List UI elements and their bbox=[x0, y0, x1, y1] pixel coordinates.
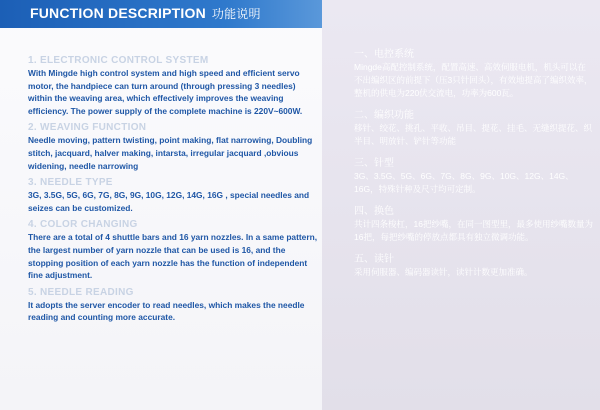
chinese-sections bbox=[354, 48, 594, 279]
title-cn: 功能说明 bbox=[211, 7, 261, 21]
section-heading-electronic: 1. ELECTRONIC CONTROL SYSTEM bbox=[28, 55, 209, 66]
english-sections bbox=[28, 50, 318, 324]
cn-heading-weaving: 二、编织功能 bbox=[354, 110, 414, 121]
title-en: FUNCTION DESCRIPTION bbox=[30, 5, 206, 21]
header-banner bbox=[0, 0, 322, 28]
section-heading-needle-reading: 5. NEEDLE READING bbox=[28, 286, 134, 298]
section-body-needle-reading: It adopts the server encoder to read needles, which makes the needle reading and counting more accurate. bbox=[28, 299, 305, 323]
page-title bbox=[30, 5, 261, 22]
cn-body-electronic: Mingde高配控制系统，配置高速、高效伺服电机，机头可以在不出编织区的前提下（压3只针回头），有效地提高了编织效率，整机的供电为220伏交流电，功率为600瓦。 bbox=[354, 62, 593, 98]
section-heading-weaving: 2. WEAVING FUNCTION bbox=[28, 122, 147, 134]
cn-body-needle-type: 3G、3.5G、5G、6G、7G、8G、9G、10G、12G、14G、16G，特殊针种及尺寸均可定制。 bbox=[354, 171, 574, 194]
section-heading-needle-type: 3. NEEDLE TYPE bbox=[28, 177, 113, 189]
cn-body-needle-reading: 采用伺服器、编码器读针，读针计数更加准确。 bbox=[354, 267, 533, 277]
cn-body-weaving: 移针、绞花、挑孔、平收、吊目、提花、挂毛、无缝织提花、织半目、明放针、铲针等功能 bbox=[354, 123, 593, 146]
section-body-needle-type: 3G, 3.5G, 5G, 6G, 7G, 8G, 9G, 10G, 12G, 14G, 16G , special needles and seizes can be customized. bbox=[28, 190, 310, 213]
cn-body-color-changing: 共计四条梭杠，16把纱嘴，在同一图型里，最多使用纱嘴数量为16把，每把纱嘴的停放点都具有独立微调功能。 bbox=[354, 219, 593, 242]
section-body-weaving: Needle moving, pattern twisting, point making, flat narrowing, Doubling stitch, jacquard, halver making, intarsta, irregular jacquard ,obvious widening, needle narrowing bbox=[28, 135, 313, 171]
chinese-panel bbox=[322, 0, 600, 410]
cn-heading-needle-reading: 五、读针 bbox=[354, 254, 394, 265]
cn-heading-needle-type: 三、针型 bbox=[354, 158, 394, 169]
cn-heading-color-changing: 四、换色 bbox=[354, 206, 394, 217]
section-body-color-changing: There are a total of 4 shuttle bars and 16 yarn nozzles. In a same pattern, the largest number of yarn nozzle that can be used is 16, and the stopping position of each yarn nozzle has the function of independent fine adjustment. bbox=[28, 232, 318, 281]
cn-heading-electronic: 一、电控系统 bbox=[354, 49, 414, 60]
section-body-electronic: With Mingde high control system and high speed and efficient servo motor, the handpiece can turn around (through pressing 3 needles) within the weaving area, which effectively improves the weaving efficiency. The power supply of the complete machine is 220V~600W. bbox=[28, 68, 303, 116]
section-heading-color-changing: 4. COLOR CHANGING bbox=[28, 219, 138, 231]
